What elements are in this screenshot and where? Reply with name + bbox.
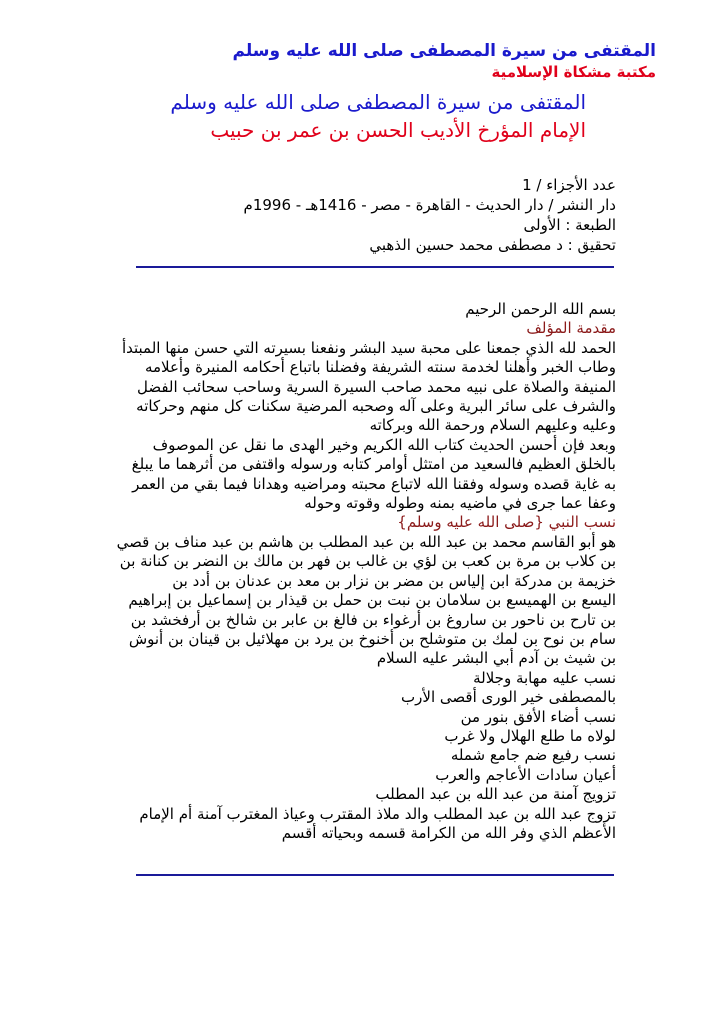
header-book-title: المقتفى من سيرة المصطفى صلى الله عليه وسلم: [232, 41, 656, 61]
editor-info: تحقيق : د مصطفى محمد حسين الذهبي: [369, 236, 616, 254]
top-divider: [136, 266, 614, 268]
lineage-paragraph-1: هو أبو القاسم محمد بن عبد الله بن عبد المطلب بن هاشم بن عبد مناف بن قصي بن كلاب بن مرة بن كعب بن لؤي بن غالب بن فهر بن مالك بن النضر بن كنانة بن خزيمة بن مدركة ابن إلياس بن مضر بن نزار بن معد بن عدنان بن أدد بن: [116, 532, 616, 590]
verse-line: بالمصطفى خير الورى أقصى الأرب: [401, 688, 616, 707]
book-metadata: [96, 175, 616, 255]
page-header: [56, 40, 656, 82]
verse-line: أعيان سادات الأعاجم والعرب: [435, 765, 616, 784]
lineage-heading: نسب النبي {صلى الله عليه وسلم}: [397, 513, 616, 532]
header-library-name: مكتبة مشكاة الإسلامية: [491, 63, 656, 81]
publisher-info: دار النشر / دار الحديث - القاهرة - مصر - 1416هـ - 1996م: [243, 196, 616, 214]
verse-line: نسب عليه مهابة وجلالة: [473, 668, 616, 687]
verse-line: نسب أضاء الأفق بنور من: [460, 707, 616, 726]
intro-paragraph-2: وبعد فإن أحسن الحديث كتاب الله الكريم وخير الهدى ما نقل عن الموصوف بالخلق العظيم فالسعيد من امتثل أوامر كتابه ورسوله واقتفى من أثرهما ما يبلغ به غاية قصده وسوله وفقنا الله لاتباع محبته ومراضيه وهدانا فيما بقي من العمر وعفا عما جرى في ماضيه بمنه وطوله وقوته وحوله: [131, 435, 616, 513]
basmala: بسم الله الرحمن الرحيم: [465, 300, 616, 318]
main-text: [116, 300, 616, 843]
intro-heading: مقدمة المؤلف: [526, 319, 616, 338]
author-name: الإمام المؤرخ الأديب الحسن بن عمر بن حبيب: [210, 118, 586, 142]
marriage-heading-line: تزويج آمنة من عبد الله بن عبد المطلب: [375, 785, 616, 804]
verse-line: لولاه ما طلع الهلال ولا غرب: [444, 726, 616, 745]
title-block: [66, 88, 586, 144]
verse-line: نسب رفيع ضم جامع شمله: [450, 746, 616, 765]
book-title: المقتفى من سيرة المصطفى صلى الله عليه وسلم: [170, 90, 586, 114]
intro-paragraph-1: الحمد لله الذي جمعنا على محبة سيد البشر ونفعنا بسيرته التي حسن منها المبتدأ وطاب الخبر وأهلنا لخدمة سنته الشريفة وفضلنا باتباع أحكامه المنيرة وأعلامه المنيفة والصلاة على نبيه محمد صاحب السيرة السرية وساحب سحائب الفضل والشرف على سائر البرية وعلى آله وصحبه المرضية سكنات كل منهم وحركاته وعليه وعليهم السلام ورحمة الله وبركاته: [121, 338, 616, 435]
lineage-paragraph-2: اليسع بن الهميسع بن سلامان بن نبت بن حمل بن قيذار بن إسماعيل بن إبراهيم بن تارح بن ناحور بن ساروغ بن أرغواء بن فالغ بن عابر بن شالخ بن أرفخشد بن سام بن نوح بن لمك بن متوشلح بن أخنوخ بن يرد بن مهلائيل بن قينان بن أنوش بن شيث بن آدم أبي البشر عليه السلام: [128, 591, 616, 668]
volumes-count: عدد الأجزاء / 1: [522, 176, 616, 194]
marriage-paragraph: تزوج عبد الله بن عبد المطلب والد ملاذ المقترب وعياذ المغترب آمنة أم الإمام الأعظم الذي وفر الله من الكرامة قسمه وبحياته أقسم: [139, 804, 616, 842]
edition-info: الطبعة : الأولى: [523, 216, 616, 234]
bottom-divider: [136, 874, 614, 876]
